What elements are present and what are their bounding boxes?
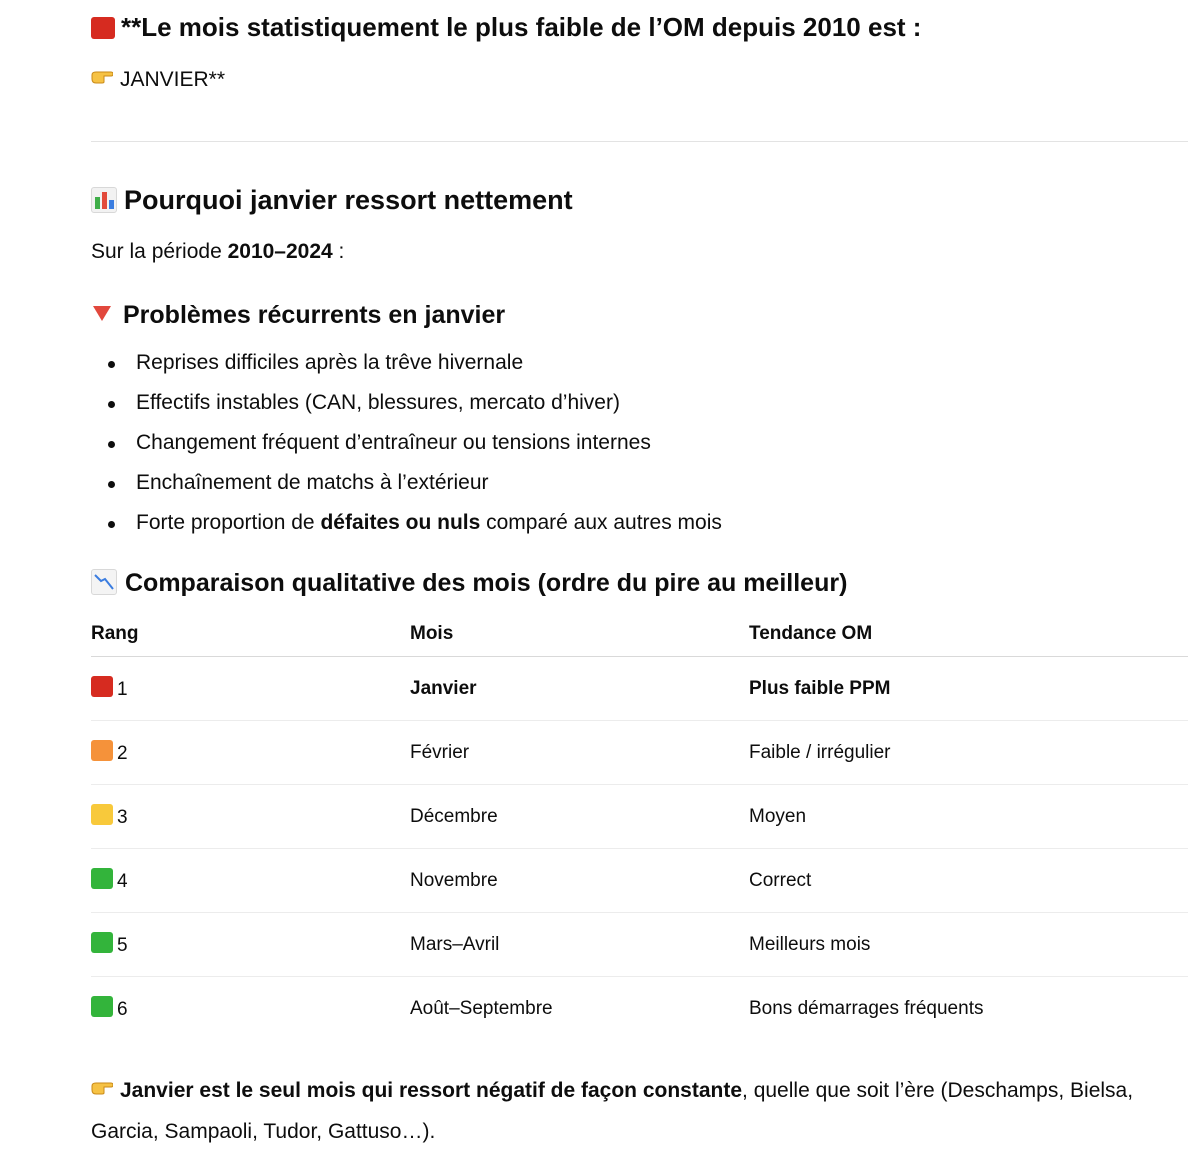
separator bbox=[91, 141, 1188, 142]
rank-cell bbox=[91, 977, 410, 1041]
yellow-square-icon bbox=[91, 804, 113, 825]
list-item-suffix: comparé aux autres mois bbox=[480, 511, 722, 534]
month-cell: Décembre bbox=[410, 785, 749, 849]
list-item-prefix: Forte proportion de bbox=[136, 511, 321, 534]
section-why-heading bbox=[91, 185, 573, 216]
rank-value: 5 bbox=[117, 935, 128, 956]
column-header-rank: Rang bbox=[91, 612, 410, 657]
trend-cell: Moyen bbox=[749, 785, 1188, 849]
rank-value: 2 bbox=[117, 743, 128, 764]
green-square-icon bbox=[91, 932, 113, 953]
table-row bbox=[91, 849, 1188, 913]
table-row bbox=[91, 721, 1188, 785]
month-cell: Mars–Avril bbox=[410, 913, 749, 977]
table-row bbox=[91, 657, 1188, 721]
main-heading bbox=[91, 12, 921, 43]
section-comparison-heading bbox=[91, 569, 847, 598]
rank-cell bbox=[91, 849, 410, 913]
bar-chart-icon bbox=[91, 187, 117, 213]
green-square-icon bbox=[91, 996, 113, 1017]
rank-value: 6 bbox=[117, 999, 128, 1020]
comparison-table bbox=[91, 612, 1188, 1040]
section-comparison-title: Comparaison qualitative des mois (ordre du pire au meilleur) bbox=[125, 569, 848, 597]
rank-cell bbox=[91, 657, 410, 721]
red-square-icon bbox=[91, 676, 113, 697]
section-problems-heading bbox=[91, 301, 505, 330]
pointing-hand-icon bbox=[91, 70, 113, 84]
month-cell: Février bbox=[410, 721, 749, 785]
main-heading-text: **Le mois statistiquement le plus faible de l’OM depuis 2010 est : bbox=[121, 12, 922, 42]
section-why-title: Pourquoi janvier ressort nettement bbox=[124, 185, 573, 215]
chart-decreasing-icon bbox=[91, 569, 117, 595]
month-cell: Novembre bbox=[410, 849, 749, 913]
period-value: 2010–2024 bbox=[227, 240, 333, 263]
table-row bbox=[91, 785, 1188, 849]
rank-value: 4 bbox=[117, 871, 128, 892]
month-cell: Janvier bbox=[410, 657, 749, 721]
conclusion-rest: , quelle que soit l’ère (Deschamps, Bielsa, Garcia, Sampaoli, Tudor, Gattuso…). bbox=[91, 1079, 1134, 1143]
pointing-hand-icon bbox=[91, 1081, 113, 1095]
table-row bbox=[91, 913, 1188, 977]
rank-cell bbox=[91, 721, 410, 785]
rank-cell bbox=[91, 785, 410, 849]
period-suffix: : bbox=[332, 240, 345, 263]
conclusion-bold: Janvier est le seul mois qui ressort négatif de façon constante bbox=[120, 1079, 743, 1102]
problems-list bbox=[91, 346, 722, 546]
trend-cell: Faible / irrégulier bbox=[749, 721, 1188, 785]
red-triangle-down-icon bbox=[93, 306, 111, 321]
list-item bbox=[91, 506, 722, 546]
answer-text: JANVIER** bbox=[120, 68, 226, 91]
list-item: Effectifs instables (CAN, blessures, mercato d’hiver) bbox=[91, 386, 722, 426]
period-line bbox=[91, 240, 344, 264]
period-prefix: Sur la période bbox=[91, 240, 222, 263]
table-row bbox=[91, 977, 1188, 1041]
column-header-trend: Tendance OM bbox=[749, 612, 1188, 657]
red-square-icon bbox=[91, 17, 115, 39]
section-problems-title: Problèmes récurrents en janvier bbox=[123, 301, 506, 329]
trend-cell: Correct bbox=[749, 849, 1188, 913]
trend-cell: Bons démarrages fréquents bbox=[749, 997, 984, 1019]
rank-value: 3 bbox=[117, 807, 128, 828]
column-header-month: Mois bbox=[410, 612, 749, 657]
month-cell: Août–Septembre bbox=[410, 997, 553, 1019]
list-item: Reprises difficiles après la trêve hivernale bbox=[91, 346, 722, 386]
green-square-icon bbox=[91, 868, 113, 889]
list-item: Enchaînement de matchs à l’extérieur bbox=[91, 466, 722, 506]
orange-square-icon bbox=[91, 740, 113, 761]
table-header-row bbox=[91, 612, 1188, 657]
trend-cell: Plus faible PPM bbox=[749, 657, 1188, 721]
list-item-bold: défaites ou nuls bbox=[320, 511, 481, 534]
rank-cell bbox=[91, 913, 410, 977]
trend-cell: Meilleurs mois bbox=[749, 913, 1188, 977]
answer-line bbox=[91, 68, 225, 92]
list-item: Changement fréquent d’entraîneur ou tensions internes bbox=[91, 426, 722, 466]
rank-value: 1 bbox=[117, 679, 128, 700]
conclusion-paragraph bbox=[91, 1070, 1188, 1152]
